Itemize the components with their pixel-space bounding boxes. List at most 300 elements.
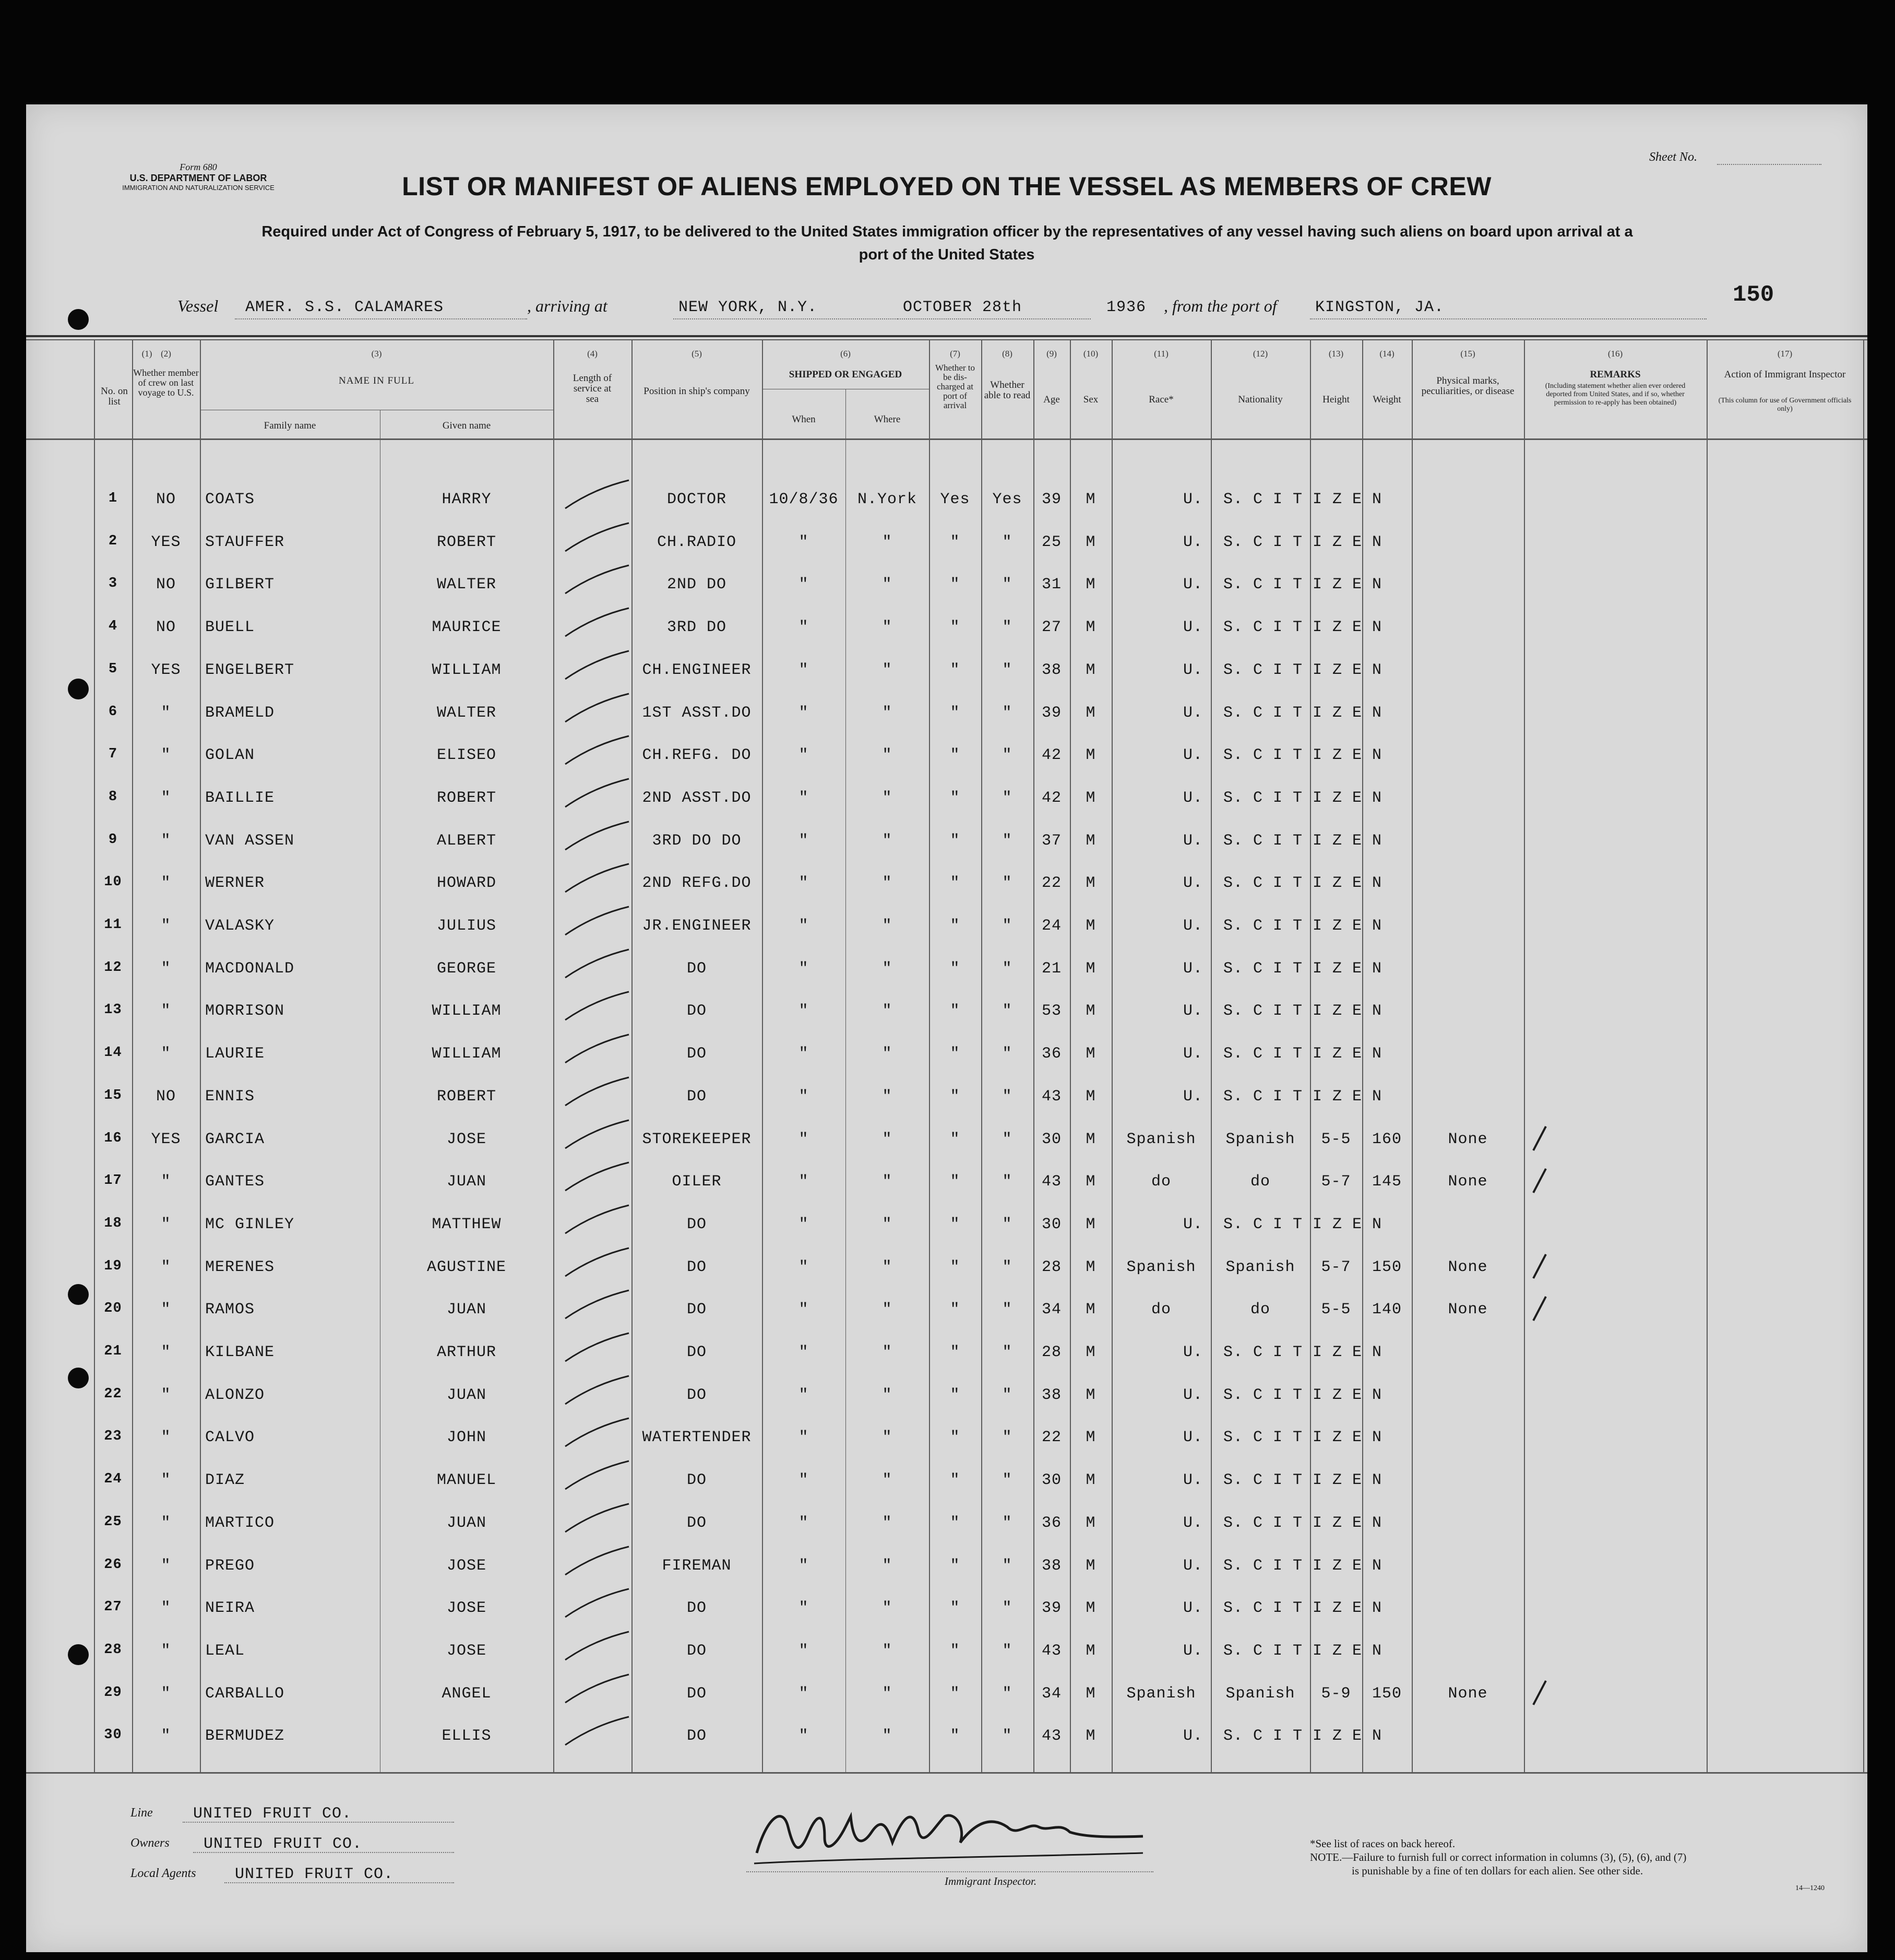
- cell-weight: 150: [1372, 1258, 1402, 1276]
- cell-age: 34: [1041, 1684, 1062, 1703]
- colnum-5: (5): [692, 349, 702, 359]
- cell-age: 24: [1041, 917, 1062, 935]
- cell-when: ": [798, 1045, 809, 1063]
- cell-marks: None: [1448, 1173, 1488, 1191]
- cell-age: 39: [1041, 1599, 1062, 1618]
- page-number: 150: [1733, 282, 1774, 308]
- cell-where: ": [882, 917, 892, 935]
- cell-given: HOWARD: [436, 874, 497, 893]
- print-code: 14—1240: [1795, 1884, 1825, 1892]
- arriving-port: NEW YORK, N.Y.: [678, 299, 818, 316]
- line-label: Line: [130, 1806, 153, 1820]
- cell-given: JUAN: [446, 1173, 486, 1191]
- cell-family: MACDONALD: [205, 959, 295, 978]
- cell-where: ": [882, 959, 892, 978]
- form-subtitle-1: Required under Act of Congress of February 5, 1917, to be delivered to the United States immigration officer by the representatives of any vessel having such aliens on board upon arrival at a: [261, 223, 1633, 240]
- colnum-14: (14): [1379, 349, 1395, 359]
- cell-when: ": [798, 1599, 809, 1618]
- cell-when: ": [798, 1215, 809, 1233]
- cell-race: U.: [1183, 1386, 1203, 1404]
- cell-disch: ": [950, 1173, 960, 1191]
- owners-value: UNITED FRUIT CO.: [204, 1835, 363, 1853]
- cell-last: ": [161, 1002, 171, 1020]
- cell-position: DO: [686, 1514, 707, 1532]
- hdr-remarks: REMARKS: [1590, 369, 1641, 380]
- cell-age: 53: [1041, 1002, 1062, 1020]
- cell-where: ": [882, 1684, 892, 1703]
- cell-disch: ": [950, 1386, 960, 1404]
- cell-last: YES: [151, 661, 181, 679]
- cell-family: NEIRA: [205, 1599, 255, 1618]
- cell-age: 38: [1041, 1386, 1062, 1404]
- cell-weight: 140: [1372, 1301, 1402, 1319]
- cell-given: JOSE: [446, 1130, 486, 1148]
- cell-where: ": [882, 1130, 892, 1148]
- cell-age: 38: [1041, 661, 1062, 679]
- cell-sex: M: [1086, 704, 1096, 722]
- cell-disch: ": [950, 1599, 960, 1618]
- cell-last: ": [161, 959, 171, 978]
- cell-marks: None: [1448, 1130, 1488, 1148]
- service-check-mark: [561, 1073, 634, 1110]
- inspector-signature: [746, 1796, 1153, 1874]
- cell-sex: M: [1086, 1684, 1096, 1703]
- cell-nat: S. C I T I Z E N: [1223, 1386, 1382, 1404]
- service-check-mark: [561, 860, 634, 896]
- line-rule: [183, 1822, 454, 1823]
- service-check-mark: [561, 902, 634, 939]
- cell-no: 1: [108, 491, 118, 506]
- cell-no: 21: [104, 1344, 122, 1359]
- cell-read: ": [1002, 1471, 1012, 1490]
- cell-no: 9: [108, 831, 118, 848]
- hdr-given-name: Given name: [442, 420, 491, 431]
- cell-given: MATTHEW: [432, 1215, 502, 1233]
- cell-last: ": [161, 1045, 171, 1063]
- cell-where: ": [882, 1173, 892, 1191]
- cell-where: ": [882, 619, 892, 637]
- vessel-name: AMER. S.S. CALAMARES: [245, 299, 444, 316]
- cell-last: ": [161, 917, 171, 935]
- cell-position: DO: [686, 1471, 707, 1490]
- cell-race: U.: [1183, 789, 1203, 807]
- cell-given: WILLIAM: [432, 661, 502, 679]
- cell-read: ": [1002, 1386, 1012, 1404]
- cell-age: 34: [1041, 1301, 1062, 1319]
- cell-last: ": [161, 746, 171, 765]
- cell-last: ": [161, 1344, 171, 1361]
- cell-disch: ": [950, 619, 960, 637]
- cell-read: ": [1002, 1215, 1012, 1233]
- cell-last: ": [161, 1514, 171, 1532]
- cell-last: ": [161, 1386, 171, 1404]
- cell-position: DO: [686, 1258, 707, 1276]
- service-check-mark: [561, 561, 634, 598]
- cell-sex: M: [1086, 576, 1096, 594]
- cell-nat: S. C I T I Z E N: [1223, 1429, 1382, 1447]
- cell-last: NO: [156, 1087, 176, 1106]
- table-top-rule: [26, 335, 1867, 337]
- cell-where: ": [882, 831, 892, 850]
- cell-when: ": [798, 1471, 809, 1490]
- cell-family: GILBERT: [205, 576, 275, 594]
- cell-height: 5-9: [1321, 1684, 1351, 1703]
- cell-disch: ": [950, 576, 960, 594]
- cell-where: ": [882, 661, 892, 679]
- cell-when: ": [798, 533, 809, 551]
- cell-where: ": [882, 1258, 892, 1276]
- cell-family: STAUFFER: [205, 533, 285, 551]
- cell-disch: ": [950, 704, 960, 722]
- cell-race: U.: [1183, 1557, 1203, 1575]
- agents-label: Local Agents: [130, 1867, 196, 1880]
- cell-position: DO: [686, 1087, 707, 1106]
- cell-when: ": [798, 1130, 809, 1148]
- cell-last: ": [161, 874, 171, 893]
- bureau: IMMIGRATION AND NATURALIZATION SERVICE: [122, 184, 275, 192]
- cell-sex: M: [1086, 1514, 1096, 1532]
- cell-given: WALTER: [436, 704, 497, 722]
- cell-age: 43: [1041, 1087, 1062, 1106]
- cell-family: ALONZO: [205, 1386, 265, 1404]
- cell-nat: S. C I T I Z E N: [1223, 619, 1382, 637]
- punch-hole: [68, 679, 89, 699]
- service-check-mark: [561, 1158, 634, 1195]
- cell-when: ": [798, 661, 809, 679]
- cell-where: ": [882, 576, 892, 594]
- cell-no: 20: [104, 1301, 122, 1317]
- form-number: Form 680: [180, 162, 217, 172]
- colnum-7: (7): [950, 349, 960, 359]
- cell-disch: ": [950, 1642, 960, 1660]
- cell-race: U.: [1183, 491, 1203, 508]
- cell-position: DO: [686, 1215, 707, 1233]
- column-rule: [1524, 339, 1525, 1772]
- cell-weight: 145: [1372, 1173, 1402, 1191]
- service-check-mark: [561, 1713, 634, 1749]
- cell-read: ": [1002, 917, 1012, 935]
- cell-age: 43: [1041, 1727, 1062, 1745]
- cell-age: 39: [1041, 704, 1062, 722]
- colnum-2: (2): [161, 349, 171, 359]
- arrival-date: OCTOBER 28th: [903, 299, 1022, 316]
- cell-disch: ": [950, 1301, 960, 1319]
- cell-when: ": [798, 1344, 809, 1361]
- cell-age: 30: [1041, 1471, 1062, 1490]
- cell-sex: M: [1086, 831, 1096, 850]
- cell-sex: M: [1086, 1471, 1096, 1490]
- cell-when: ": [798, 619, 809, 637]
- cell-family: VALASKY: [205, 917, 275, 935]
- cell-where: ": [882, 1087, 892, 1106]
- cell-last: YES: [151, 1130, 181, 1148]
- cell-position: DO: [686, 1642, 707, 1660]
- cell-no: 22: [104, 1386, 122, 1402]
- cell-race: U.: [1183, 1727, 1203, 1745]
- cell-no: 17: [104, 1173, 122, 1189]
- form-title: LIST OR MANIFEST OF ALIENS EMPLOYED ON THE VESSEL AS MEMBERS OF CREW: [402, 172, 1492, 201]
- cell-read: ": [1002, 1727, 1012, 1745]
- cell-when: ": [798, 576, 809, 594]
- punch-hole: [68, 309, 89, 330]
- cell-given: JUAN: [446, 1514, 486, 1532]
- service-check-mark: [561, 1116, 634, 1153]
- cell-age: 22: [1041, 874, 1062, 893]
- hdr-nationality: Nationality: [1238, 394, 1283, 405]
- cell-nat: S. C I T I Z E N: [1223, 831, 1382, 850]
- inspector-tick-mark: [1529, 1293, 1550, 1325]
- cell-race: U.: [1183, 831, 1203, 850]
- colnum-3: (3): [371, 349, 382, 359]
- from-port-line: [1310, 318, 1707, 319]
- agents-rule: [224, 1882, 454, 1883]
- cell-no: 5: [108, 661, 118, 677]
- cell-no: 29: [104, 1684, 122, 1701]
- cell-sex: M: [1086, 917, 1096, 935]
- cell-when: ": [798, 746, 809, 765]
- cell-age: 42: [1041, 789, 1062, 807]
- cell-race: U.: [1183, 1002, 1203, 1020]
- cell-last: YES: [151, 533, 181, 551]
- cell-given: JOSE: [446, 1599, 486, 1618]
- service-check-mark: [561, 1030, 634, 1067]
- cell-when: ": [798, 959, 809, 978]
- cell-height: 5-7: [1321, 1173, 1351, 1191]
- colnum-11: (11): [1154, 349, 1169, 359]
- hdr-name-in-full: NAME IN FULL: [339, 375, 414, 386]
- cell-family: MERENES: [205, 1258, 275, 1276]
- cell-given: JULIUS: [436, 917, 497, 935]
- cell-disch: ": [950, 789, 960, 807]
- cell-nat: do: [1250, 1173, 1270, 1191]
- cell-when: ": [798, 1301, 809, 1319]
- cell-read: ": [1002, 1599, 1012, 1618]
- cell-last: ": [161, 704, 171, 722]
- inspector-tick-mark: [1529, 1166, 1550, 1197]
- cell-disch: ": [950, 1215, 960, 1233]
- cell-sex: M: [1086, 1173, 1096, 1191]
- cell-last: ": [161, 831, 171, 850]
- cell-sex: M: [1086, 533, 1096, 551]
- cell-race: U.: [1183, 1045, 1203, 1063]
- cell-given: ANGEL: [442, 1684, 492, 1703]
- table-top-rule-2: [26, 339, 1867, 340]
- cell-given: ROBERT: [436, 533, 497, 551]
- cell-age: 30: [1041, 1130, 1062, 1148]
- cell-position: DO: [686, 1002, 707, 1020]
- service-check-mark: [561, 945, 634, 982]
- cell-given: JUAN: [446, 1386, 486, 1404]
- service-check-mark: [561, 1201, 634, 1238]
- service-check-mark: [561, 1628, 634, 1664]
- cell-last: ": [161, 1727, 171, 1745]
- cell-no: 23: [104, 1429, 122, 1445]
- cell-last: ": [161, 1471, 171, 1490]
- cell-race: Spanish: [1126, 1130, 1196, 1148]
- cell-where: ": [882, 1727, 892, 1745]
- owners-label: Owners: [130, 1836, 170, 1850]
- cell-read: ": [1002, 533, 1012, 551]
- from-port-label: , from the port of: [1164, 296, 1277, 315]
- cell-family: CARBALLO: [205, 1684, 285, 1703]
- cell-race: U.: [1183, 1471, 1203, 1490]
- header-bottom-rule: [26, 438, 1867, 440]
- cell-sex: M: [1086, 1087, 1096, 1106]
- line-value: UNITED FRUIT CO.: [193, 1805, 352, 1823]
- cell-where: ": [882, 1215, 892, 1233]
- cell-family: GARCIA: [205, 1130, 265, 1148]
- cell-height: 5-7: [1321, 1258, 1351, 1276]
- cell-when: ": [798, 1727, 809, 1745]
- cell-read: ": [1002, 874, 1012, 893]
- cell-family: ENNIS: [205, 1087, 255, 1106]
- cell-disch: ": [950, 746, 960, 765]
- cell-read: ": [1002, 1684, 1012, 1703]
- cell-race: U.: [1183, 1215, 1203, 1233]
- cell-when: ": [798, 1087, 809, 1106]
- cell-position: 1ST ASST.DO: [642, 704, 752, 722]
- cell-where: ": [882, 1386, 892, 1404]
- cell-sex: M: [1086, 1599, 1096, 1618]
- cell-position: DO: [686, 1727, 707, 1745]
- cell-no: 16: [104, 1130, 122, 1146]
- cell-family: BRAMELD: [205, 704, 275, 722]
- cell-race: U.: [1183, 1087, 1203, 1106]
- penalty-note-2: is punishable by a fine of ten dollars for each alien. See other side.: [1352, 1864, 1643, 1877]
- cell-when: ": [798, 1642, 809, 1660]
- cell-given: JOSE: [446, 1642, 486, 1660]
- cell-no: 2: [108, 533, 118, 549]
- cell-sex: M: [1086, 619, 1096, 637]
- cell-family: PREGO: [205, 1557, 255, 1575]
- cell-disch: ": [950, 831, 960, 850]
- cell-disch: ": [950, 1087, 960, 1106]
- cell-age: 28: [1041, 1258, 1062, 1276]
- colnum-12: (12): [1253, 349, 1268, 359]
- service-check-mark: [561, 1670, 634, 1707]
- cell-nat: S. C I T I Z E N: [1223, 874, 1382, 893]
- cell-last: ": [161, 1684, 171, 1703]
- arriving-line: [673, 318, 898, 319]
- vessel-label: Vessel: [177, 296, 219, 315]
- cell-last: ": [161, 1429, 171, 1447]
- column-rule: [1412, 339, 1413, 1772]
- cell-when: ": [798, 1258, 809, 1276]
- cell-no: 6: [108, 704, 118, 720]
- cell-when: ": [798, 1514, 809, 1532]
- hdr-shipped-or-engaged: SHIPPED OR ENGAGED: [789, 369, 902, 380]
- cell-family: LAURIE: [205, 1045, 265, 1063]
- cell-position: 2ND REFG.DO: [642, 874, 752, 893]
- cell-age: 28: [1041, 1344, 1062, 1361]
- cell-nat: S. C I T I Z E N: [1223, 1514, 1382, 1532]
- cell-age: 22: [1041, 1429, 1062, 1447]
- cell-sex: M: [1086, 874, 1096, 893]
- cell-given: WILLIAM: [432, 1045, 502, 1063]
- cell-read: ": [1002, 1301, 1012, 1319]
- colnum-10: (10): [1083, 349, 1099, 359]
- cell-where: ": [882, 1599, 892, 1618]
- cell-no: 11: [104, 917, 122, 933]
- cell-given: JUAN: [446, 1301, 486, 1319]
- cell-sex: M: [1086, 1258, 1096, 1276]
- hdr-no-on-list: No. on list: [101, 386, 128, 407]
- hdr-position: Position in ship's company: [643, 386, 750, 397]
- service-check-mark: [561, 647, 634, 683]
- cell-given: WALTER: [436, 576, 497, 594]
- owners-rule: [193, 1852, 454, 1853]
- cell-position: CH.RADIO: [657, 533, 737, 551]
- arrival-year: 1936: [1106, 299, 1147, 316]
- cell-nat: S. C I T I Z E N: [1223, 959, 1382, 978]
- cell-no: 15: [104, 1087, 122, 1103]
- cell-given: JOSE: [446, 1557, 486, 1575]
- cell-disch: ": [950, 533, 960, 551]
- cell-nat: S. C I T I Z E N: [1223, 533, 1382, 551]
- cell-position: WATERTENDER: [642, 1429, 752, 1447]
- cell-sex: M: [1086, 1045, 1096, 1063]
- cell-sex: M: [1086, 1215, 1096, 1233]
- cell-race: U.: [1183, 959, 1203, 978]
- cell-race: U.: [1183, 576, 1203, 594]
- penalty-note-1: NOTE.—Failure to furnish full or correct information in columns (3), (5), (6), and (7): [1310, 1851, 1687, 1863]
- cell-race: U.: [1183, 917, 1203, 935]
- cell-nat: S. C I T I Z E N: [1223, 1002, 1382, 1020]
- cell-family: BUELL: [205, 619, 255, 637]
- cell-read: ": [1002, 1557, 1012, 1575]
- cell-nat: S. C I T I Z E N: [1223, 491, 1382, 508]
- cell-sex: M: [1086, 1727, 1096, 1745]
- vessel-line: [235, 318, 527, 319]
- cell-read: ": [1002, 704, 1012, 722]
- cell-age: 43: [1041, 1642, 1062, 1660]
- cell-family: MORRISON: [205, 1002, 285, 1020]
- colnum-1: (1): [141, 349, 152, 359]
- cell-disch: ": [950, 1557, 960, 1575]
- hdr-length-of-service: Length of service at sea: [573, 373, 612, 405]
- cell-no: 19: [104, 1258, 122, 1274]
- cell-nat: S. C I T I Z E N: [1223, 1727, 1382, 1745]
- cell-disch: Yes: [940, 491, 970, 508]
- cell-disch: ": [950, 1258, 960, 1276]
- cell-read: ": [1002, 1045, 1012, 1063]
- form-subtitle-2: port of the United States: [859, 246, 1035, 263]
- service-check-mark: [561, 732, 634, 768]
- cell-nat: S. C I T I Z E N: [1223, 1344, 1382, 1361]
- hdr-sex: Sex: [1083, 394, 1099, 405]
- cell-position: DO: [686, 1599, 707, 1618]
- colnum-16: (16): [1607, 349, 1623, 359]
- cell-disch: ": [950, 874, 960, 893]
- cell-sex: M: [1086, 959, 1096, 978]
- cell-race: U.: [1183, 1599, 1203, 1618]
- cell-when: ": [798, 831, 809, 850]
- cell-family: MARTICO: [205, 1514, 275, 1532]
- cell-marks: None: [1448, 1684, 1488, 1703]
- cell-where: ": [882, 704, 892, 722]
- column-rule: [1863, 339, 1864, 1772]
- cell-read: ": [1002, 959, 1012, 978]
- cell-where: ": [882, 789, 892, 807]
- cell-sex: M: [1086, 1557, 1096, 1575]
- cell-given: ELLIS: [442, 1727, 492, 1745]
- cell-when: 10/8/36: [769, 491, 839, 508]
- cell-when: ": [798, 1386, 809, 1404]
- cell-disch: ": [950, 1727, 960, 1745]
- cell-position: CH.ENGINEER: [642, 661, 752, 679]
- cell-given: ARTHUR: [436, 1344, 497, 1361]
- cell-position: FIREMAN: [662, 1557, 732, 1575]
